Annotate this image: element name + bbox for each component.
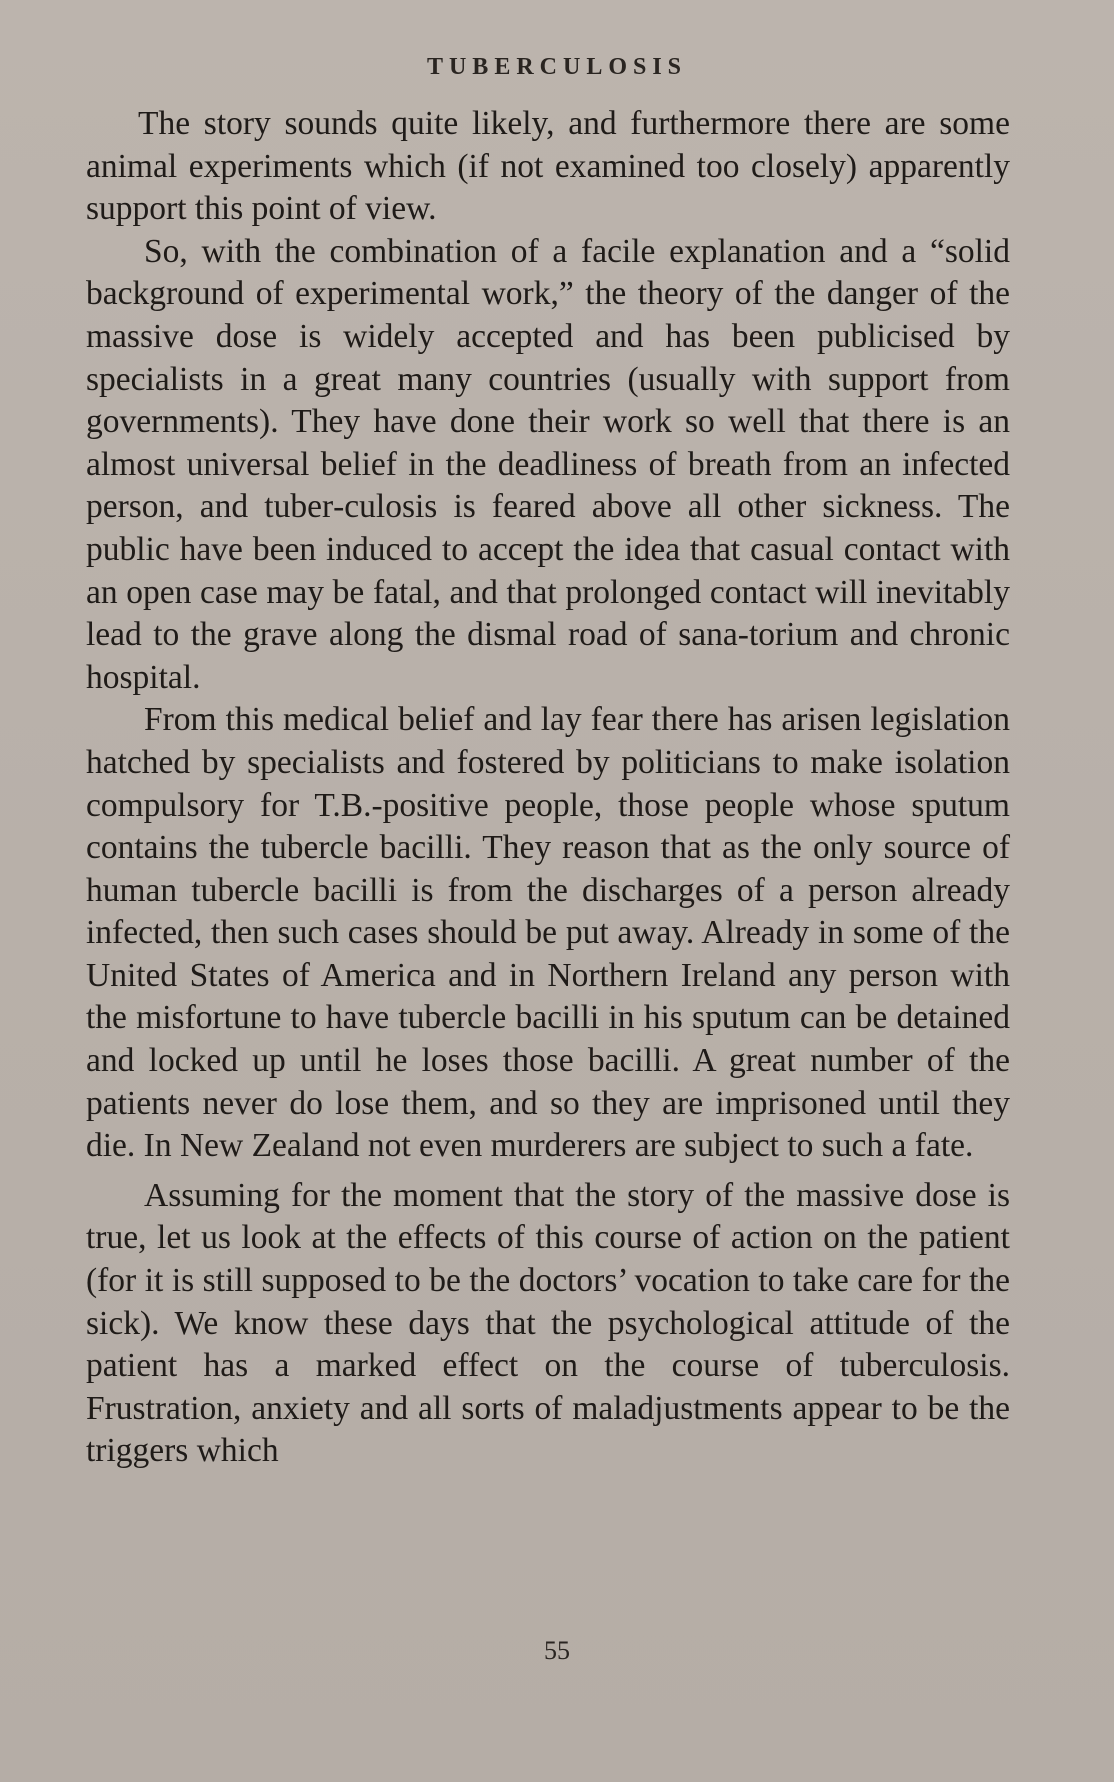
paragraph-2: So, with the combination of a facile explanation and a “solid background of experimental work,” the theory of the danger of the massive dose is widely accepted and has been publicised by specialists in a great many countries (usually with support from governments). They have done their work so well that there is an almost universal belief in the deadliness of breath from an infected person, and tuber‐culosis is feared above all other sickness. The public have been induced to accept the idea that casual contact with an open case may be fatal, and that prolonged contact will inevitably lead to the grave along the dismal road of sana‐torium and chronic hospital. — [86, 232, 1010, 696]
body-text — [86, 103, 1010, 1473]
page-number: 55 — [544, 1636, 570, 1665]
running-head: TUBERCULOSIS — [426, 54, 688, 80]
paragraph-1: The story sounds quite likely, and furthermore there are some animal experiments which (if not examined too closely) apparently support this point of view. — [86, 105, 1010, 228]
paragraph-3: From this medical belief and lay fear there has arisen legislation hatched by specialists and fostered by politicians to make isolation compulsory for T.B.‐positive people, those people whose sputum contains the tubercle bacilli. They reason that as the only source of human tubercle bacilli is from the discharges of a person already infected, then such cases should be put away. Already in some of the United States of America and in Northern Ireland any person with the misfortune to have tubercle bacilli in his sputum can be detained and locked up until he loses those bacilli. A great number of the patients never do lose them, and so they are imprisoned until they die. In New Zealand not even murderers are subject to such a fate. — [86, 701, 1010, 1165]
paragraph-4: Assuming for the moment that the story of the massive dose is true, let us look at the effects of this course of action on the patient (for it is still supposed to be the doctors’ vocation to take care for the sick). We know these days that the psychological attitude of the patient has a marked effect on the course of tuberculosis. Frustration, anxiety and all sorts of maladjustments appear to be the triggers which — [86, 1176, 1010, 1470]
